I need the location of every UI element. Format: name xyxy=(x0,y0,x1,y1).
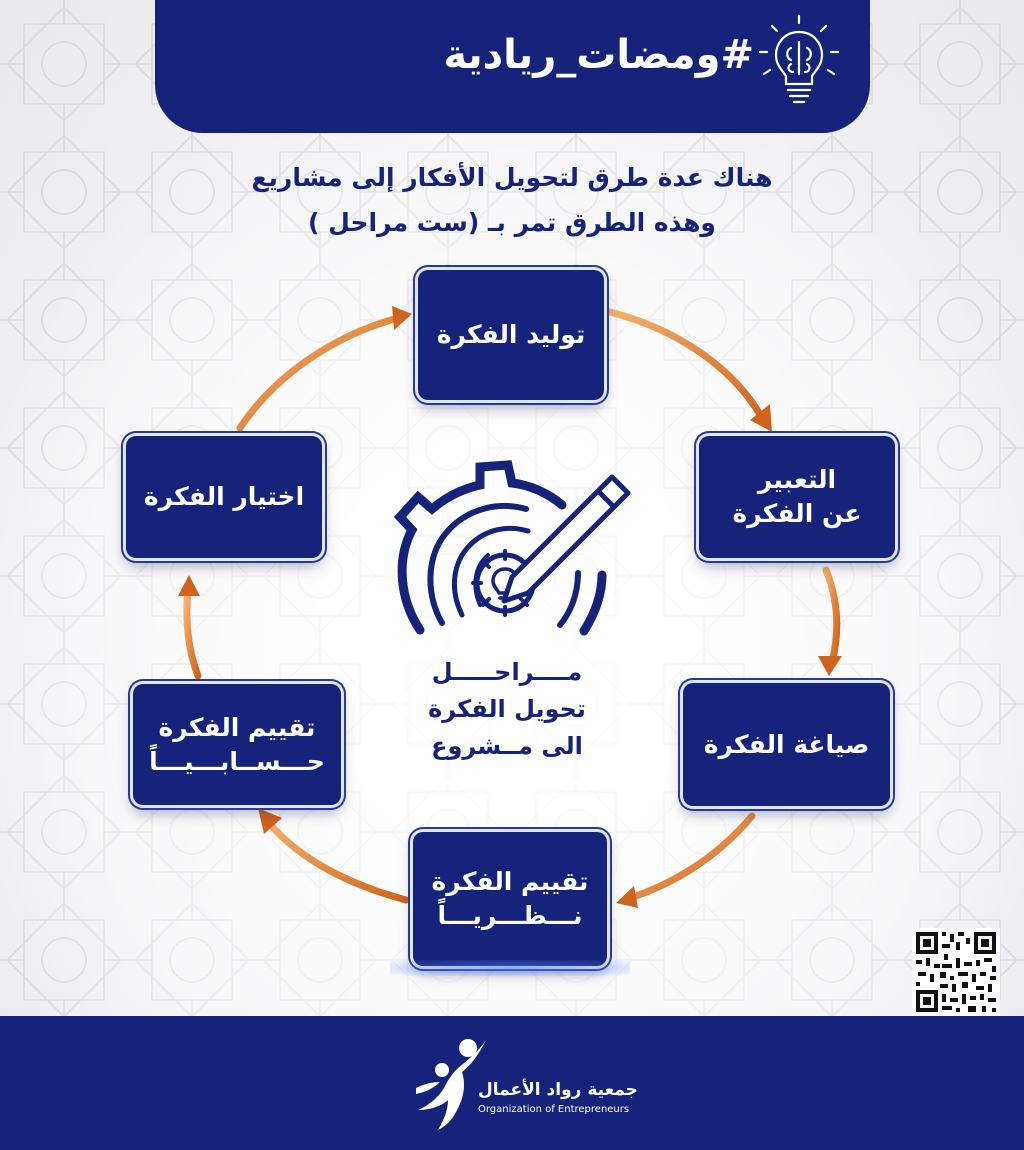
arrow-1-to-2 xyxy=(610,312,762,418)
qr-code[interactable] xyxy=(912,928,1000,1016)
arrow-6-to-1 xyxy=(240,318,398,428)
organization-name-arabic: جمعية رواد الأعمال xyxy=(478,1080,638,1100)
gear-pencil-icon xyxy=(380,455,640,655)
arrow-4-to-5 xyxy=(268,822,406,900)
center-title-line-2: تحويل الفكرة xyxy=(428,695,586,723)
stage-generate-idea: توليد الفكرة xyxy=(418,270,604,400)
intro-line-1: هناك عدة طرق لتحويل الأفكار إلى مشاريع xyxy=(251,163,773,192)
organization-name-english: Organization of Entrepreneurs xyxy=(478,1104,630,1115)
intro-line-2: وهذه الطرق تمر بـ (ست مراحل ) xyxy=(308,208,716,237)
arrowhead-3 xyxy=(616,886,638,908)
stage-evaluate-theoretically: تقييم الفكرة نـــظـــريـــاً xyxy=(413,832,607,966)
arrow-2-to-3 xyxy=(826,570,837,662)
arrow-3-to-4 xyxy=(630,816,752,898)
box-glow xyxy=(390,960,630,976)
stage-evaluate-financially: تقييم الفكرة حـــســابـــيـــاً xyxy=(133,684,341,805)
arrow-5-to-6 xyxy=(187,588,198,676)
arrowhead-2 xyxy=(818,656,842,676)
center-title-line-3: الى مــشروع xyxy=(431,732,583,760)
arrowhead-6 xyxy=(392,306,412,330)
arrowhead-5 xyxy=(178,575,200,596)
center-title-line-1: مــــراحـــــل xyxy=(431,658,583,686)
stage-formulate-idea: صياغة الفكرة xyxy=(683,683,890,806)
stage-express-idea: التعبير عن الفكرة xyxy=(699,436,895,558)
stage-select-idea: اختيار الفكرة xyxy=(126,436,322,558)
header-title: #ومضات_ريادية xyxy=(443,32,754,78)
